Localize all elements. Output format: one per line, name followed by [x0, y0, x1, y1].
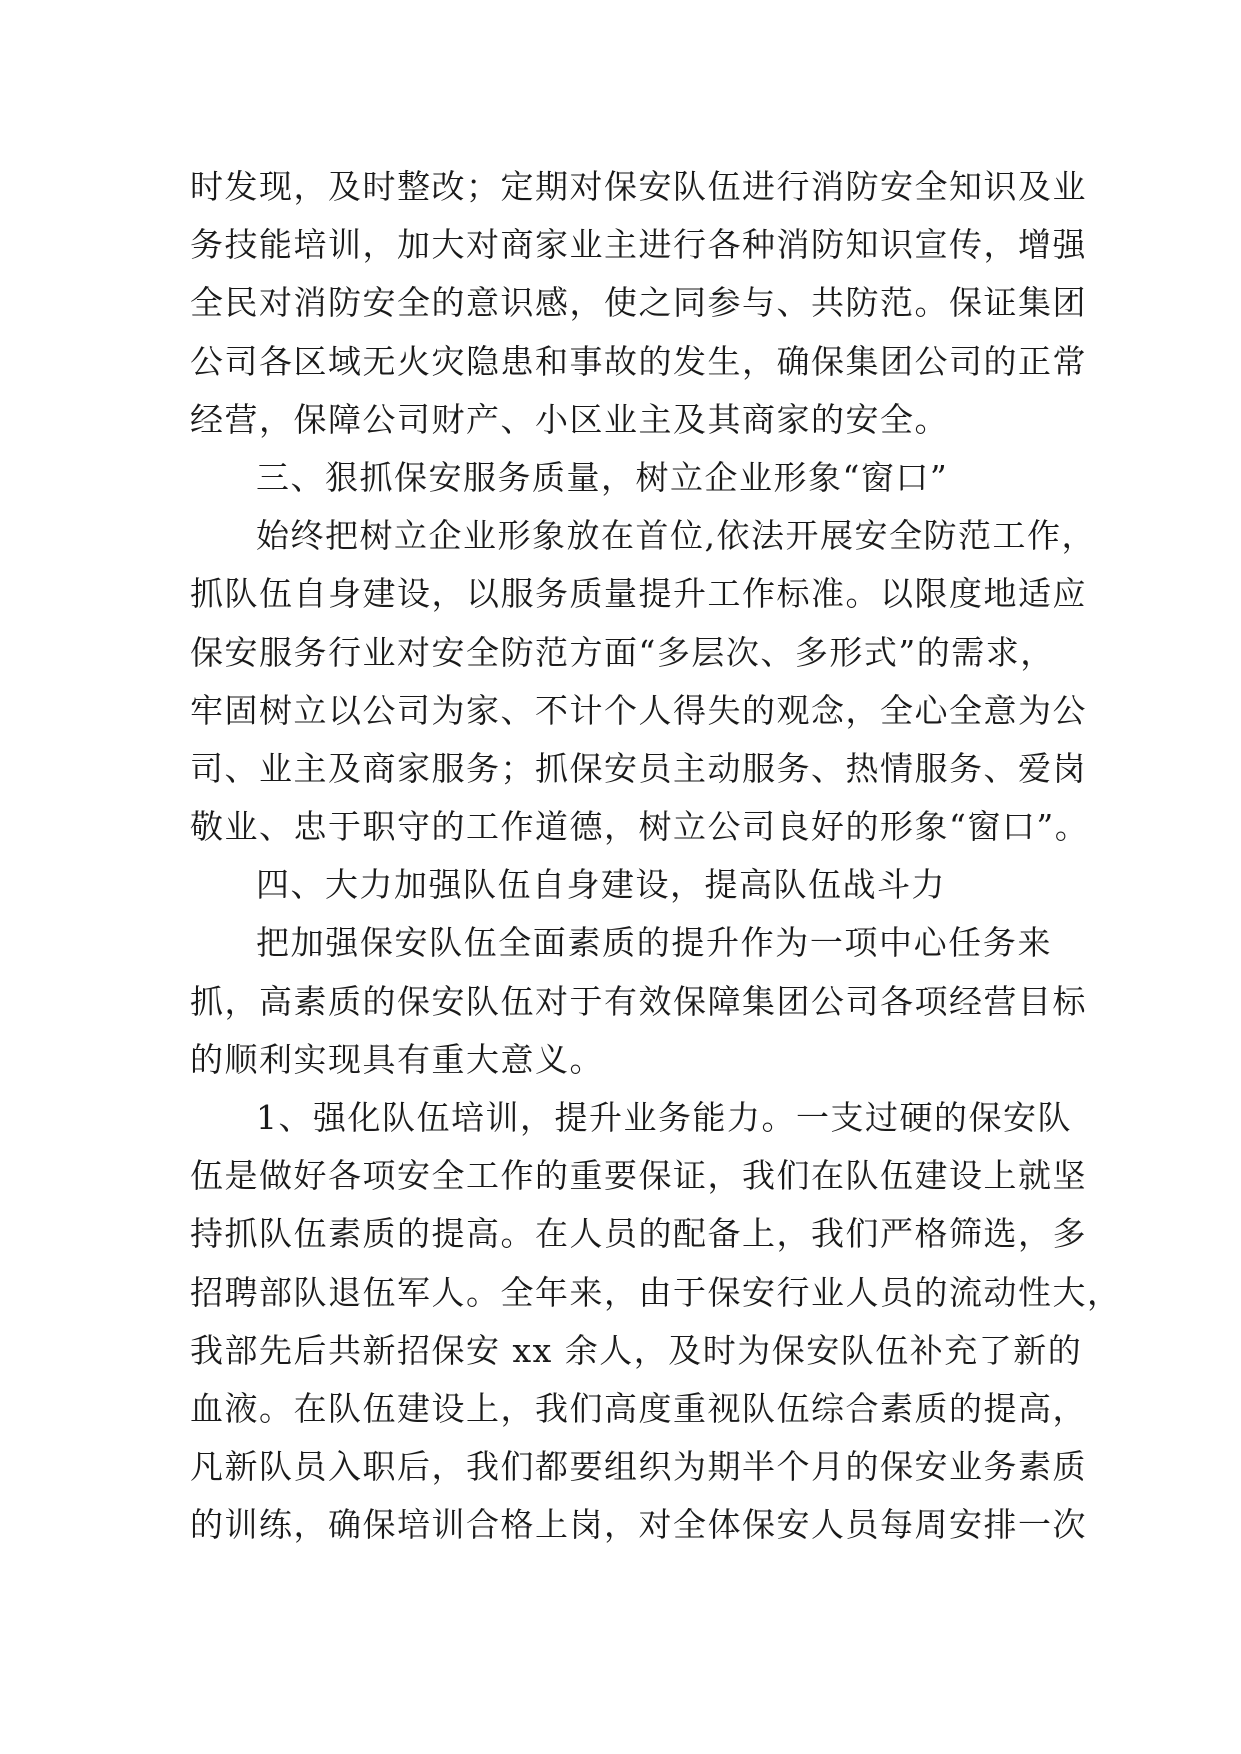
text-line: 我部先后共新招保安 xx 余人，及时为保安队伍补充了新的 [190, 1330, 1083, 1370]
text-line: 司、业主及商家服务；抓保安员主动服务、热情服务、爱岗 [190, 748, 1087, 788]
text-line: 抓队伍自身建设，以服务质量提升工作标准。以限度地适应 [190, 574, 1087, 614]
text-line: 始终把树立企业形象放在首位,依法开展安全防范工作， [256, 516, 1096, 556]
text-line: 抓，高素质的保安队伍对于有效保障集团公司各项经营目标 [190, 981, 1087, 1021]
text-line: 全民对消防安全的意识感，使之同参与、共防范。保证集团 [190, 283, 1087, 323]
text-line: 敬业、忠于职守的工作道德，树立公司良好的形象“窗口”。 [190, 807, 1090, 847]
text-line: 1、强化队伍培训，提升业务能力。一支过硬的保安队 [256, 1098, 1072, 1137]
text-line: 的顺利实现具有重大意义。 [190, 1039, 604, 1079]
text-line: 伍是做好各项安全工作的重要保证，我们在队伍建设上就坚 [190, 1156, 1087, 1196]
text-line: 牢固树立以公司为家、不计个人得失的观念，全心全意为公 [190, 690, 1087, 730]
document-body [190, 158, 1122, 1555]
text-line: 保安服务行业对安全防范方面“多层次、多形式”的需求， [190, 632, 1055, 672]
text-line: 血液。在队伍建设上，我们高度重视队伍综合素质的提高， [190, 1388, 1087, 1428]
text-line: 把加强保安队伍全面素质的提升作为一项中心任务来 [256, 923, 1052, 963]
text-line: 三、狠抓保安服务质量，树立企业形象“窗口” [256, 457, 949, 497]
text-line: 凡新队员入职后，我们都要组织为期半个月的保安业务素质 [190, 1447, 1087, 1487]
text-line: 四、大力加强队伍自身建设，提高队伍战斗力 [256, 865, 946, 905]
text-line: 的训练，确保培训合格上岗，对全体保安人员每周安排一次 [190, 1505, 1087, 1545]
text-line: 务技能培训，加大对商家业主进行各种消防知识宣传，增强 [190, 225, 1087, 265]
text-line: 持抓队伍素质的提高。在人员的配备上，我们严格筛选，多 [190, 1214, 1087, 1254]
text-line: 公司各区域无火灾隐患和事故的发生，确保集团公司的正常 [190, 341, 1087, 381]
text-line: 招聘部队退伍军人。全年来，由于保安行业人员的流动性大， [190, 1272, 1122, 1312]
text-line: 经营，保障公司财产、小区业主及其商家的安全。 [190, 399, 949, 439]
text-line: 时发现，及时整改；定期对保安队伍进行消防安全知识及业 [190, 167, 1087, 206]
